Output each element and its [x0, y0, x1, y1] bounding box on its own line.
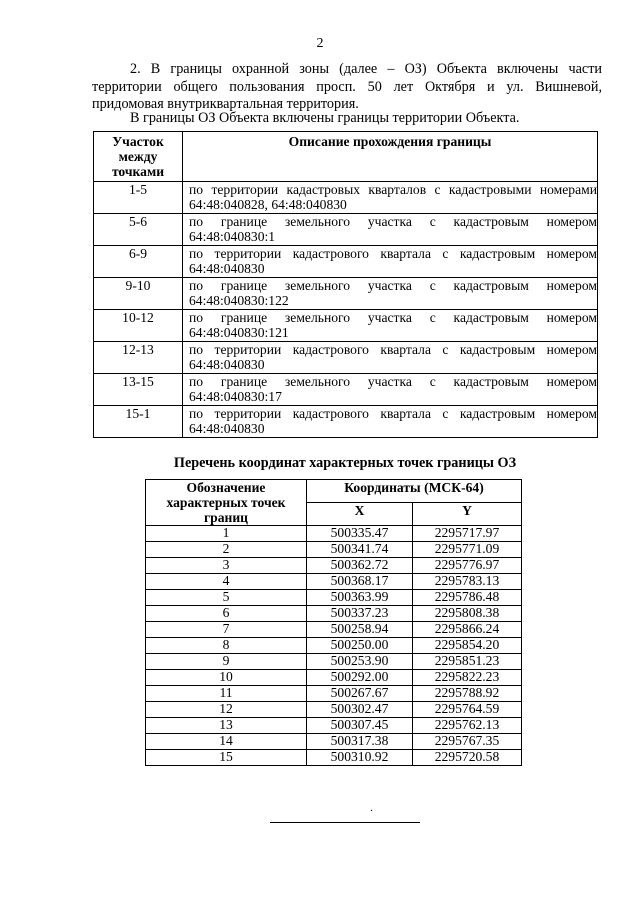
table-row	[146, 574, 522, 590]
footer-dot: .	[370, 800, 373, 814]
table-row	[94, 310, 598, 342]
y-cell: 2295786.48	[413, 590, 522, 606]
boundary-description-table	[93, 131, 598, 438]
y-cell: 2295776.97	[413, 558, 522, 574]
table-row	[146, 670, 522, 686]
paragraph-oz-scope: 2. В границы охранной зоны (далее – ОЗ) Объекта включены части территории общего пользования просп. 50 лет Октября и ул. Вишневой, придомовая внутриквартальная территория.	[92, 61, 602, 112]
description-cell: по границе земельного участка с кадастровым номером 64:48:040830:17	[183, 374, 598, 406]
y-cell: 2295783.13	[413, 574, 522, 590]
table-row	[94, 214, 598, 246]
segment-cell: 1-5	[94, 182, 183, 214]
table-row	[94, 182, 598, 214]
segment-cell: 15-1	[94, 406, 183, 438]
segment-cell: 13-15	[94, 374, 183, 406]
point-cell: 4	[146, 574, 307, 590]
description-cell: по территории кадастрового квартала с кадастровым номером 64:48:040830	[183, 406, 598, 438]
paragraph-oz-object: В границы ОЗ Объекта включены границы территории Объекта.	[130, 110, 520, 126]
segment-cell: 6-9	[94, 246, 183, 278]
table-row	[94, 278, 598, 310]
table-row	[146, 654, 522, 670]
description-cell: по границе земельного участка с кадастровым номером 64:48:040830:1	[183, 214, 598, 246]
y-cell: 2295767.35	[413, 734, 522, 750]
point-cell: 10	[146, 670, 307, 686]
table-row	[146, 750, 522, 766]
point-cell: 8	[146, 638, 307, 654]
x-cell: 500337.23	[307, 606, 413, 622]
y-cell: 2295808.38	[413, 606, 522, 622]
x-cell: 500253.90	[307, 654, 413, 670]
point-cell: 2	[146, 542, 307, 558]
header-description: Описание прохождения границы	[183, 132, 598, 182]
coordinates-table	[145, 479, 522, 766]
description-cell: по территории кадастровых кварталов с кадастровыми номерами 64:48:040828, 64:48:040830	[183, 182, 598, 214]
x-cell: 500317.38	[307, 734, 413, 750]
segment-cell: 12-13	[94, 342, 183, 374]
table-row	[146, 558, 522, 574]
point-cell: 12	[146, 702, 307, 718]
description-cell: по границе земельного участка с кадастровым номером 64:48:040830:122	[183, 278, 598, 310]
footer-divider	[270, 822, 420, 823]
y-cell: 2295764.59	[413, 702, 522, 718]
description-cell: по территории кадастрового квартала с кадастровым номером 64:48:040830	[183, 246, 598, 278]
table-row	[146, 526, 522, 542]
x-cell: 500363.99	[307, 590, 413, 606]
x-cell: 500307.45	[307, 718, 413, 734]
point-cell: 11	[146, 686, 307, 702]
header-segment: Участок между точками	[94, 132, 183, 182]
x-cell: 500292.00	[307, 670, 413, 686]
table-row	[94, 246, 598, 278]
table-row	[146, 702, 522, 718]
description-cell: по границе земельного участка с кадастровым номером 64:48:040830:121	[183, 310, 598, 342]
point-cell: 1	[146, 526, 307, 542]
y-cell: 2295854.20	[413, 638, 522, 654]
y-cell: 2295866.24	[413, 622, 522, 638]
header-y: Y	[413, 503, 522, 526]
point-cell: 15	[146, 750, 307, 766]
x-cell: 500302.47	[307, 702, 413, 718]
y-cell: 2295822.23	[413, 670, 522, 686]
table-row	[146, 686, 522, 702]
point-cell: 6	[146, 606, 307, 622]
y-cell: 2295851.23	[413, 654, 522, 670]
table-row	[94, 374, 598, 406]
table-row	[146, 718, 522, 734]
table-row	[146, 622, 522, 638]
point-cell: 14	[146, 734, 307, 750]
x-cell: 500335.47	[307, 526, 413, 542]
table-row	[94, 342, 598, 374]
point-cell: 3	[146, 558, 307, 574]
y-cell: 2295771.09	[413, 542, 522, 558]
y-cell: 2295788.92	[413, 686, 522, 702]
point-cell: 7	[146, 622, 307, 638]
header-x: X	[307, 503, 413, 526]
point-cell: 13	[146, 718, 307, 734]
segment-cell: 5-6	[94, 214, 183, 246]
x-cell: 500258.94	[307, 622, 413, 638]
y-cell: 2295717.97	[413, 526, 522, 542]
x-cell: 500341.74	[307, 542, 413, 558]
table-row	[94, 406, 598, 438]
table-row	[146, 606, 522, 622]
header-point: Обозначение характерных точек границ	[146, 480, 307, 526]
table-row	[146, 542, 522, 558]
page-number: 2	[316, 36, 324, 51]
x-cell: 500362.72	[307, 558, 413, 574]
y-cell: 2295720.58	[413, 750, 522, 766]
table-row	[146, 734, 522, 750]
point-cell: 9	[146, 654, 307, 670]
y-cell: 2295762.13	[413, 718, 522, 734]
coordinates-title: Перечень координат характерных точек границы ОЗ	[173, 455, 517, 471]
table-row	[146, 590, 522, 606]
description-cell: по территории кадастрового квартала с кадастровым номером 64:48:040830	[183, 342, 598, 374]
segment-cell: 9-10	[94, 278, 183, 310]
x-cell: 500368.17	[307, 574, 413, 590]
point-cell: 5	[146, 590, 307, 606]
table-row	[146, 638, 522, 654]
x-cell: 500310.92	[307, 750, 413, 766]
segment-cell: 10-12	[94, 310, 183, 342]
x-cell: 500250.00	[307, 638, 413, 654]
header-coordinates: Координаты (МСК-64)	[307, 480, 522, 503]
x-cell: 500267.67	[307, 686, 413, 702]
